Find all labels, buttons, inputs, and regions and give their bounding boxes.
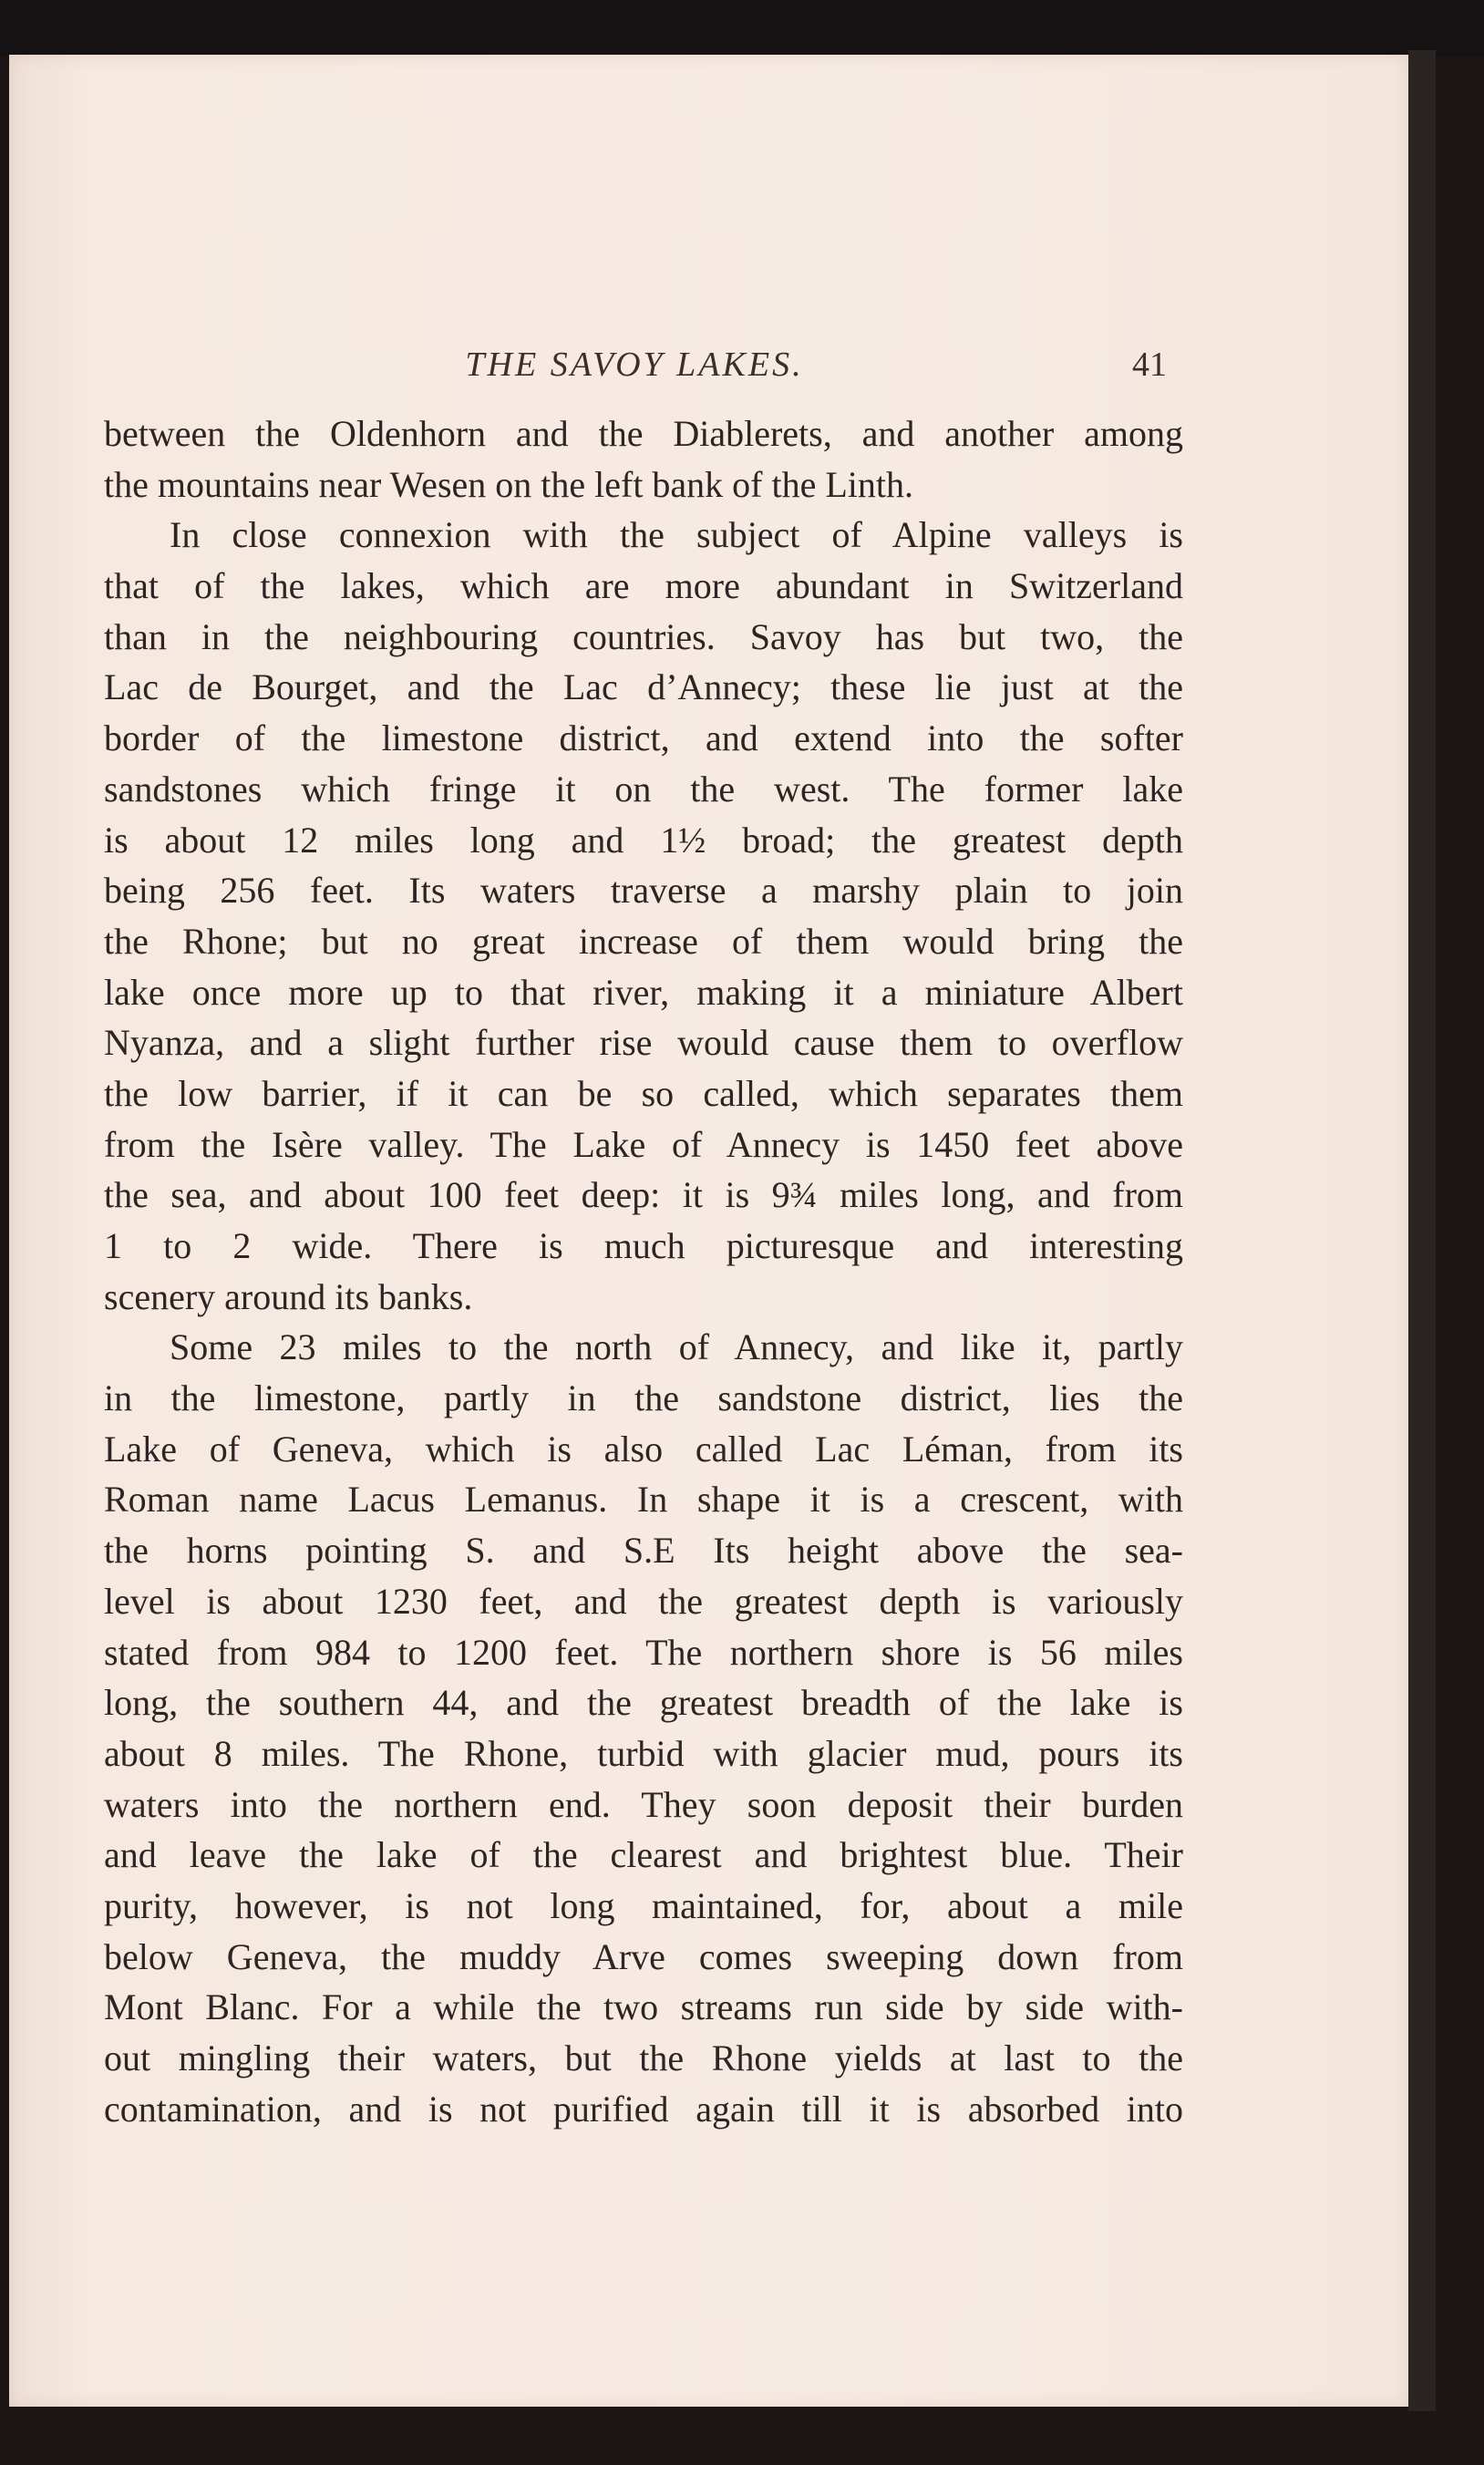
text-line: about 8 miles. The Rhone, turbid with glacier mud, pours its bbox=[104, 1732, 1183, 1774]
running-header bbox=[9, 345, 1408, 399]
text-line: In close connexion with the subject of Alpine valleys is bbox=[170, 514, 1183, 556]
text-line: the low barrier, if it can be so called, which separates them bbox=[104, 1072, 1183, 1114]
text-line: and leave the lake of the clearest and brightest blue. Their bbox=[104, 1834, 1183, 1876]
text-line: the horns pointing S. and S.E Its height above the sea- bbox=[104, 1530, 1183, 1572]
text-line: out mingling their waters, but the Rhone yields at last to the bbox=[104, 2037, 1183, 2078]
text-line: between the Oldenhorn and the Diablerets, and another among bbox=[104, 413, 1183, 454]
text-line: the sea, and about 100 feet deep: it is 9¾ miles long, and from bbox=[104, 1174, 1183, 1216]
text-line: stated from 984 to 1200 feet. The northern shore is 56 miles bbox=[104, 1631, 1183, 1673]
book-page bbox=[9, 55, 1408, 2407]
text-line: from the Isère valley. The Lake of Annecy is 1450 feet above bbox=[104, 1123, 1183, 1165]
text-line: Mont Blanc. For a while the two streams run side by side with- bbox=[104, 1986, 1183, 2028]
scan-page-edge bbox=[1408, 50, 1436, 2411]
text-line: contamination, and is not purified again till it is absorbed into bbox=[104, 2088, 1183, 2130]
text-line: that of the lakes, which are more abundant in Switzerland bbox=[104, 565, 1183, 607]
text-line: Roman name Lacus Lemanus. In shape it is a crescent, with bbox=[104, 1479, 1183, 1521]
text-line: Lac de Bourget, and the Lac d’Annecy; these lie just at the bbox=[104, 666, 1183, 708]
text-line: Nyanza, and a slight further rise would cause them to overflow bbox=[104, 1022, 1183, 1064]
text-line: waters into the northern end. They soon deposit their burden bbox=[104, 1783, 1183, 1825]
text-line: in the limestone, partly in the sandstone district, lies the bbox=[104, 1377, 1183, 1419]
text-line: than in the neighbouring countries. Savoy has but two, the bbox=[104, 615, 1183, 657]
page-number: 41 bbox=[1132, 346, 1167, 384]
text-line: is about 12 miles long and 1½ broad; the greatest depth bbox=[104, 819, 1183, 861]
text-line: below Geneva, the muddy Arve comes sweeping down from bbox=[104, 1935, 1183, 1977]
running-title: THE SAVOY LAKES. bbox=[465, 346, 804, 384]
scan-background-top bbox=[0, 0, 1484, 57]
body-text bbox=[104, 408, 1183, 2134]
text-line: scenery around its banks. bbox=[104, 1275, 473, 1317]
text-line: the Rhone; but no great increase of them would bring the bbox=[104, 920, 1183, 962]
text-line: sandstones which fringe it on the west. The former lake bbox=[104, 768, 1183, 810]
text-line: border of the limestone district, and extend into the softer bbox=[104, 717, 1183, 759]
text-line: 1 to 2 wide. There is much picturesque and interesting bbox=[104, 1225, 1183, 1266]
text-line: Lake of Geneva, which is also called Lac Léman, from its bbox=[104, 1428, 1183, 1470]
text-line: purity, however, is not long maintained, for, about a mile bbox=[104, 1884, 1183, 1926]
text-line: lake once more up to that river, making it a miniature Albert bbox=[104, 971, 1183, 1013]
text-line: being 256 feet. Its waters traverse a marshy plain to join bbox=[104, 870, 1183, 912]
text-line: Some 23 miles to the north of Annecy, and like it, partly bbox=[170, 1326, 1183, 1368]
text-line: the mountains near Wesen on the left bank of the Linth. bbox=[104, 463, 914, 505]
text-line: level is about 1230 feet, and the greatest depth is variously bbox=[104, 1580, 1183, 1622]
text-line: long, the southern 44, and the greatest breadth of the lake is bbox=[104, 1682, 1183, 1724]
